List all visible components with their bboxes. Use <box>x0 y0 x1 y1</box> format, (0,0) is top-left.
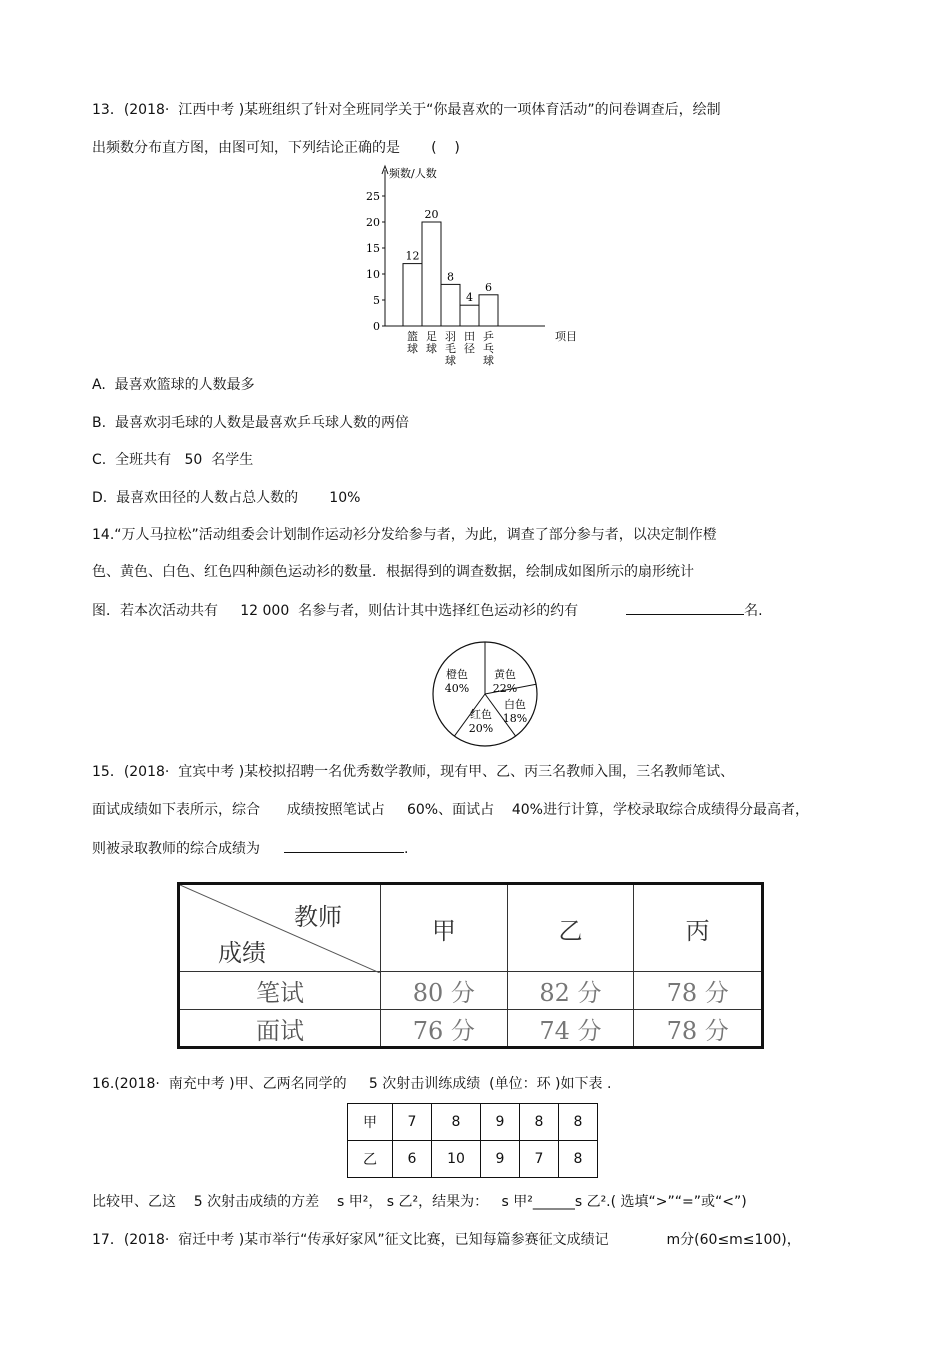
yi-score-5: 8 <box>559 1141 598 1178</box>
row-label-written: 笔试 <box>179 972 381 1010</box>
shooting-table <box>347 1103 598 1178</box>
y-axis-label: 频数/人数 <box>389 167 437 180</box>
jia-score-1: 7 <box>393 1104 432 1141</box>
table-diagonal-header <box>179 884 381 972</box>
q17-line1: 17．(2018· 宿迁中考 )某市举行“传承好家风”征文比赛，已知每篇参赛征文成绩记 m分(60≤m≤100)， <box>92 1232 801 1248</box>
yi-score-1: 6 <box>393 1141 432 1178</box>
category-label: 球 <box>426 342 437 355</box>
category-label: 羽 <box>445 330 456 343</box>
col-header-yi: 乙 <box>507 884 634 972</box>
pie-slice-label: 黄色 <box>494 668 516 681</box>
jia-score-3: 9 <box>481 1104 520 1141</box>
q16-line2: 比较甲、乙这 5 次射击成绩的方差 s 甲²， s 乙²，结果为： s 甲²______s 乙².( 选填“>”“=”或“<”) <box>92 1194 747 1210</box>
histogram-chart <box>345 160 605 370</box>
yi-score-4: 7 <box>520 1141 559 1178</box>
bar-value-label: 6 <box>485 280 492 294</box>
category-label: 球 <box>407 342 418 355</box>
bar <box>403 264 422 326</box>
q13-option-c: C. 全班共有 50 名学生 <box>92 452 254 468</box>
header-score: 成绩 <box>218 939 266 967</box>
pie-slice-label: 橙色 <box>446 668 468 681</box>
pie-slice-pct: 20% <box>468 722 494 735</box>
header-teacher: 教师 <box>294 903 342 931</box>
q14-line3-text: 图．若本次活动共有 12 000 名参与者，则估计其中选择红色运动衫的约有 <box>92 603 579 619</box>
pie-slice-pct: 22% <box>492 682 518 695</box>
diagonal-line <box>180 885 380 973</box>
bar-value-label: 8 <box>447 270 454 284</box>
written-jia: 80 分 <box>381 972 508 1010</box>
q15-line3-text: 则被录取教师的综合成绩为 <box>92 841 260 857</box>
category-label: 球 <box>483 354 494 367</box>
bar <box>441 284 460 326</box>
q14-line1: 14.“万人马拉松”活动组委会计划制作运动衫分发给参与者，为此，调查了部分参与者，以决定制作橙 <box>92 527 717 543</box>
bar-value-label: 20 <box>424 208 439 221</box>
interview-yi: 74 分 <box>507 1010 634 1048</box>
category-label: 毛 <box>445 342 456 355</box>
y-tick-label: 25 <box>366 190 380 203</box>
interview-jia: 76 分 <box>381 1010 508 1048</box>
q15-line2: 面试成绩如下表所示，综合 成绩按照笔试占 60%、面试占 40%进行计算，学校录取综合成绩得分最高者， <box>92 802 809 818</box>
q15-line3 <box>92 838 408 858</box>
category-label: 篮 <box>407 330 418 343</box>
q15-line1: 15．(2018· 宜宾中考 )某校拟招聘一名优秀数学教师，现有甲、乙、丙三名教师入围，三名教师笔试、 <box>92 764 735 780</box>
q14-line3 <box>92 600 763 620</box>
bar-value-label: 4 <box>466 291 473 305</box>
category-label: 乓 <box>483 342 494 355</box>
q14-line3-end: 名. <box>744 603 763 619</box>
interview-bing: 78 分 <box>634 1010 763 1048</box>
category-label: 球 <box>445 354 456 367</box>
written-yi: 82 分 <box>507 972 634 1010</box>
q16-line1: 16.(2018· 南充中考 )甲、乙两名同学的 5 次射击训练成绩 (单位：环 )如下表 . <box>92 1076 612 1092</box>
bar-value-label: 12 <box>405 249 420 263</box>
q14-answer-blank[interactable] <box>626 600 744 615</box>
q13-line2: 出频数分布直方图，由图可知，下列结论正确的是 ( ) <box>92 140 460 156</box>
col-header-jia: 甲 <box>381 884 508 972</box>
q14-line2: 色、黄色、白色、红色四种颜色运动衫的数量．根据得到的调查数据，绘制成如图所示的扇形统计 <box>92 564 694 580</box>
y-tick-label: 15 <box>366 242 380 255</box>
q15-answer-blank[interactable] <box>284 838 404 853</box>
category-label: 足 <box>426 330 437 343</box>
pie-slice-label: 白色 <box>504 698 526 711</box>
category-label: 乒 <box>483 330 494 343</box>
bar <box>479 295 498 326</box>
pie-slice-pct: 40% <box>444 682 470 695</box>
q13-option-b: B. 最喜欢羽毛球的人数是最喜欢乒乓球人数的两倍 <box>92 415 409 431</box>
y-tick-label: 5 <box>373 294 380 307</box>
q13-option-a: A. 最喜欢篮球的人数最多 <box>92 377 255 393</box>
x-axis-label: 项目 <box>555 330 577 343</box>
bar <box>460 305 479 326</box>
bar <box>422 222 441 326</box>
row-name-jia: 甲 <box>348 1104 393 1141</box>
yi-score-3: 9 <box>481 1141 520 1178</box>
row-label-interview: 面试 <box>179 1010 381 1048</box>
y-tick-label: 20 <box>366 216 380 229</box>
pie-chart <box>415 638 555 748</box>
written-bing: 78 分 <box>634 972 763 1010</box>
q15-line3-end: . <box>404 841 409 857</box>
jia-score-5: 8 <box>559 1104 598 1141</box>
q13-line1: 13．(2018· 江西中考 )某班组织了针对全班同学关于“你最喜欢的一项体育活动”的问卷调查后，绘制 <box>92 102 721 118</box>
q13-option-d: D. 最喜欢田径的人数占总人数的 10% <box>92 490 361 506</box>
yi-score-2: 10 <box>432 1141 481 1178</box>
row-name-yi: 乙 <box>348 1141 393 1178</box>
pie-slice-label: 红色 <box>470 708 492 721</box>
y-tick-label: 10 <box>366 268 380 281</box>
col-header-bing: 丙 <box>634 884 763 972</box>
y-tick-label: 0 <box>373 320 380 333</box>
score-table <box>177 882 764 1049</box>
category-label: 田 <box>464 330 475 343</box>
jia-score-4: 8 <box>520 1104 559 1141</box>
jia-score-2: 8 <box>432 1104 481 1141</box>
pie-slice-pct: 18% <box>502 712 528 725</box>
category-label: 径 <box>464 342 475 355</box>
